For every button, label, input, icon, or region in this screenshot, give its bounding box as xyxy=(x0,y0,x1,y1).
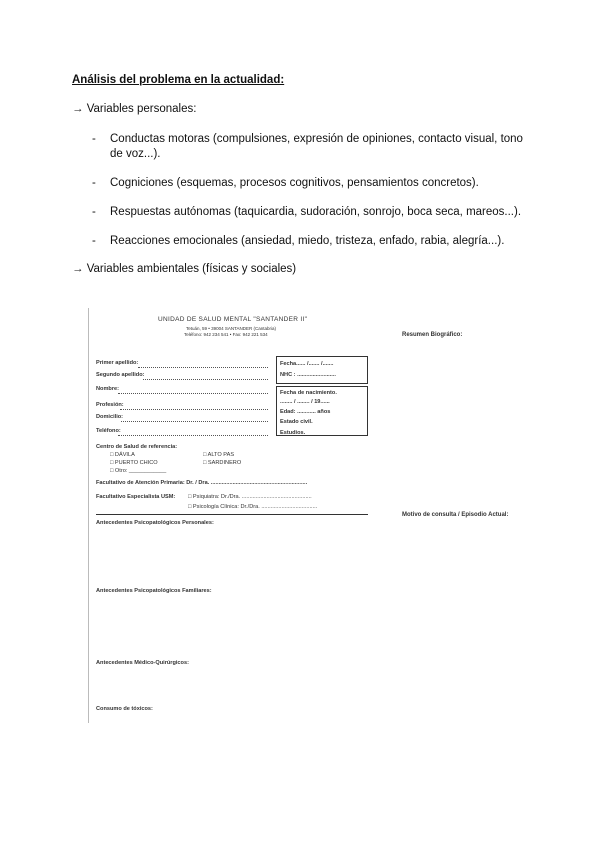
field-line xyxy=(143,379,268,380)
psicologia-field: □ Psicología Clínica: Dr./Dra. .................................... xyxy=(188,504,318,510)
edad-field: Edad: ............ años xyxy=(280,409,331,415)
psiquiatra-field: □ Psiquiatra: Dr./Dra. ............................................. xyxy=(188,494,312,500)
field-line xyxy=(118,435,268,436)
nombre-label: Nombre: xyxy=(96,386,119,392)
antecedentes-familiares-label: Antecedentes Psicopatológicos Familiares: xyxy=(96,588,212,594)
estudios-field: Estudios. xyxy=(280,430,306,436)
field-line xyxy=(120,409,268,410)
option-sardinero: □ SARDINERO xyxy=(203,460,242,466)
environmental-variables-label: → Variables ambientales (físicas y sociales) xyxy=(72,263,297,275)
unit-phone: Teléfono: 942 234 541 • Fax: 942 221 534 xyxy=(184,332,268,337)
dash-bullet: - xyxy=(92,133,96,145)
field-line xyxy=(121,421,268,422)
antecedentes-personales-label: Antecedentes Psicopatológicos Personales: xyxy=(96,520,214,526)
list-item-text: Reacciones emocionales (ansiedad, miedo, tristeza, enfado, rabia, alegría...). xyxy=(110,235,505,247)
nhc-field: NHC : ......................... xyxy=(280,372,336,378)
unit-address: Tetuán, 59 • 39004 SANTANDER (Cantabria) xyxy=(186,326,277,331)
dash-bullet: - xyxy=(92,235,96,247)
antecedentes-medico-label: Antecedentes Médico-Quirúrgicos: xyxy=(96,660,189,666)
list-item-text: Conductas motoras (compulsiones, expresión de opiniones, contacto visual, tono de voz...). xyxy=(110,133,523,160)
dash-bullet: - xyxy=(92,206,96,218)
motivo-consulta-label: Motivo de consulta / Episodio Actual: xyxy=(402,512,509,518)
option-puerto-chico: □ PUERTO CHICO xyxy=(110,460,158,466)
clinical-form-image xyxy=(88,308,518,728)
facultativo-ap-field: Facultativo de Atención Primaria: Dr. / Dra. .............................................................. xyxy=(96,480,308,486)
form-divider xyxy=(96,514,368,515)
estado-civil-field: Estado civil. xyxy=(280,419,313,425)
field-line xyxy=(118,393,268,394)
list-item-text: Respuestas autónomas (taquicardia, sudoración, sonrojo, boca seca, mareos...). xyxy=(110,206,522,218)
primer-apellido-label: Primer apellido: xyxy=(96,360,139,366)
fecha-nacimiento-value: ........ / ........ / 19...... xyxy=(280,399,330,405)
resumen-biografico-label: Resumen Biográfico: xyxy=(402,332,463,338)
centro-salud-label: Centro de Salud de referencia: xyxy=(96,444,178,450)
field-line xyxy=(138,367,268,368)
option-alto-pas: □ ALTO PAS xyxy=(203,452,235,458)
option-otro: □ Otro: ____________ xyxy=(110,468,167,474)
domicilio-label: Domicilio: xyxy=(96,414,124,420)
section-heading: Análisis del problema en la actualidad: xyxy=(72,74,285,86)
unit-title: UNIDAD DE SALUD MENTAL "SANTANDER II" xyxy=(158,316,308,323)
facultativo-usm-label: Facultativo Especialista USM: xyxy=(96,494,176,500)
personal-variables-label: → Variables personales: xyxy=(72,103,197,115)
dash-bullet: - xyxy=(92,177,96,189)
form-left-edge xyxy=(88,308,89,723)
option-davila: □ DÁVILA xyxy=(110,452,135,458)
fecha-field: Fecha...... /....... /....... xyxy=(280,361,334,367)
profesion-label: Profesión: xyxy=(96,402,124,408)
consumo-toxicos-label: Consumo de tóxicos: xyxy=(96,706,153,712)
fecha-nacimiento-label: Fecha de nacimiento. xyxy=(280,390,337,396)
telefono-label: Teléfono: xyxy=(96,428,121,434)
segundo-apellido-label: Segundo apellido: xyxy=(96,372,145,378)
list-item-text: Cogniciones (esquemas, procesos cognitivos, pensamientos concretos). xyxy=(110,177,479,189)
